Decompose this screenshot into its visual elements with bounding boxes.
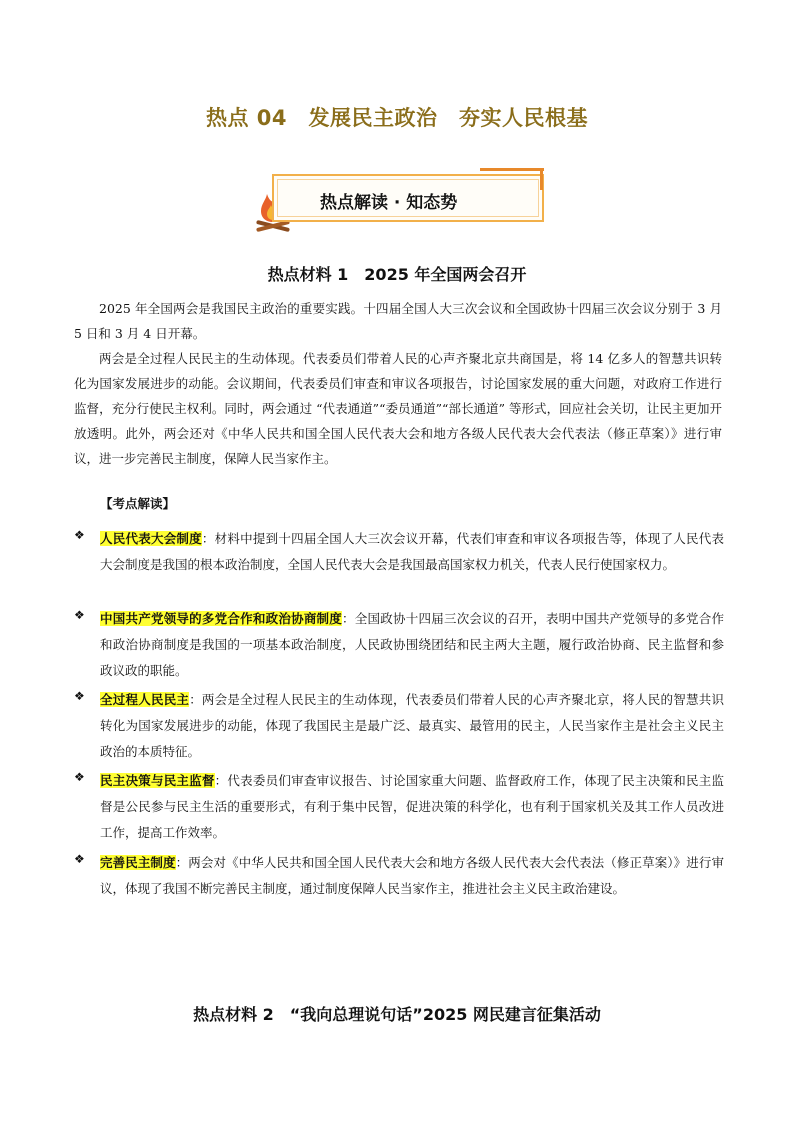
list-item [74,606,724,684]
bullet-text: ：材料中提到十四届全国人大三次会议开幕，代表们审查和审议各项报告等，体现了人民代表大会制度是我国的根本政治制度，全国人民代表大会是我国最高国家权力机关，代表人民行使国家权力。 [100,531,724,572]
section-banner [252,168,552,236]
section-heading-2: 热点材料 2 “我向总理说句话”2025 网民建言征集活动 [193,1005,601,1024]
bullet-text: ：全国政协十四届三次会议的召开，表明中国共产党领导的多党合作和政治协商制度是我国的一项基本政治制度，人民政协围绕团结和民主两大主题，履行政治协商、民主监督和参政议政的职能。 [100,611,724,678]
list-item [74,687,724,765]
highlighted-term: 民主决策与民主监督 [100,773,215,788]
highlighted-term: 中国共产党领导的多党合作和政治协商制度 [100,611,343,626]
diamond-bullet-icon: ❖ [74,528,85,542]
section-heading-1: 热点材料 1 2025 年全国两会召开 [267,265,527,284]
diamond-bullet-icon: ❖ [74,852,85,866]
highlighted-term: 人民代表大会制度 [100,531,202,546]
page-title: 热点 04 发展民主政治 夯实人民根基 [205,106,589,130]
list-item [74,526,724,578]
banner-accent-line [480,168,544,171]
list-item [74,768,724,846]
bullet-text: ：两会对《中华人民共和国全国人民代表大会和地方各级人民代表大会代表法（修正草案）》进行审议，体现了我国不断完善民主制度，通过制度保障人民当家作主，推进社会主义民主政治建设。 [100,855,724,896]
diamond-bullet-icon: ❖ [74,689,85,703]
diamond-bullet-icon: ❖ [74,608,85,622]
paragraph: 两会是全过程人民民主的生动体现。代表委员们带着人民的心声齐聚北京共商国是，将 14 亿多人的智慧共识转化为国家发展进步的动能。会议期间，代表委员们审查和审议各项报告，讨论国家发展的重大问题，对政府工作进行监督，充分行使民主权利。同时，两会通过 “代表通道”“委员通道”“部长通道” 等形式，回应社会关切，让民主更加开放透明。此外，两会还对《中华人民共和国全国人民代表大会和地方各级人民代表大会代表法（修正草案）》进行审议，进一步完善民主制度，保障人民当家作主。 [74,351,722,466]
highlighted-term: 完善民主制度 [100,855,176,870]
paragraph: 2025 年全国两会是我国民主政治的重要实践。十四届全国人大三次会议和全国政协十四届三次会议分别于 3 月 5 日和 3 月 4 日开幕。 [74,301,722,341]
list-item [74,850,724,902]
diamond-bullet-icon: ❖ [74,770,85,784]
bullet-text: ：代表委员们审查审议报告、讨论国家重大问题、监督政府工作，体现了民主决策和民主监督是公民参与民主生活的重要形式，有利于集中民智，促进决策的科学化，也有利于国家机关及其工作人员改进工作，提高工作效率。 [100,773,724,840]
bullet-text: ：两会是全过程人民民主的生动体现，代表委员们带着人民的心声齐聚北京，将人民的智慧共识转化为国家发展进步的动能，体现了我国民主是最广泛、最真实、最管用的民主，人民当家作主是社会主义民主政治的本质特征。 [100,692,724,759]
banner-label: 热点解读 · 知态势 [320,193,458,213]
banner-accent-vline [540,168,543,190]
highlighted-term: 全过程人民民主 [100,692,190,707]
exam-points-label: 【考点解读】 [100,496,176,511]
